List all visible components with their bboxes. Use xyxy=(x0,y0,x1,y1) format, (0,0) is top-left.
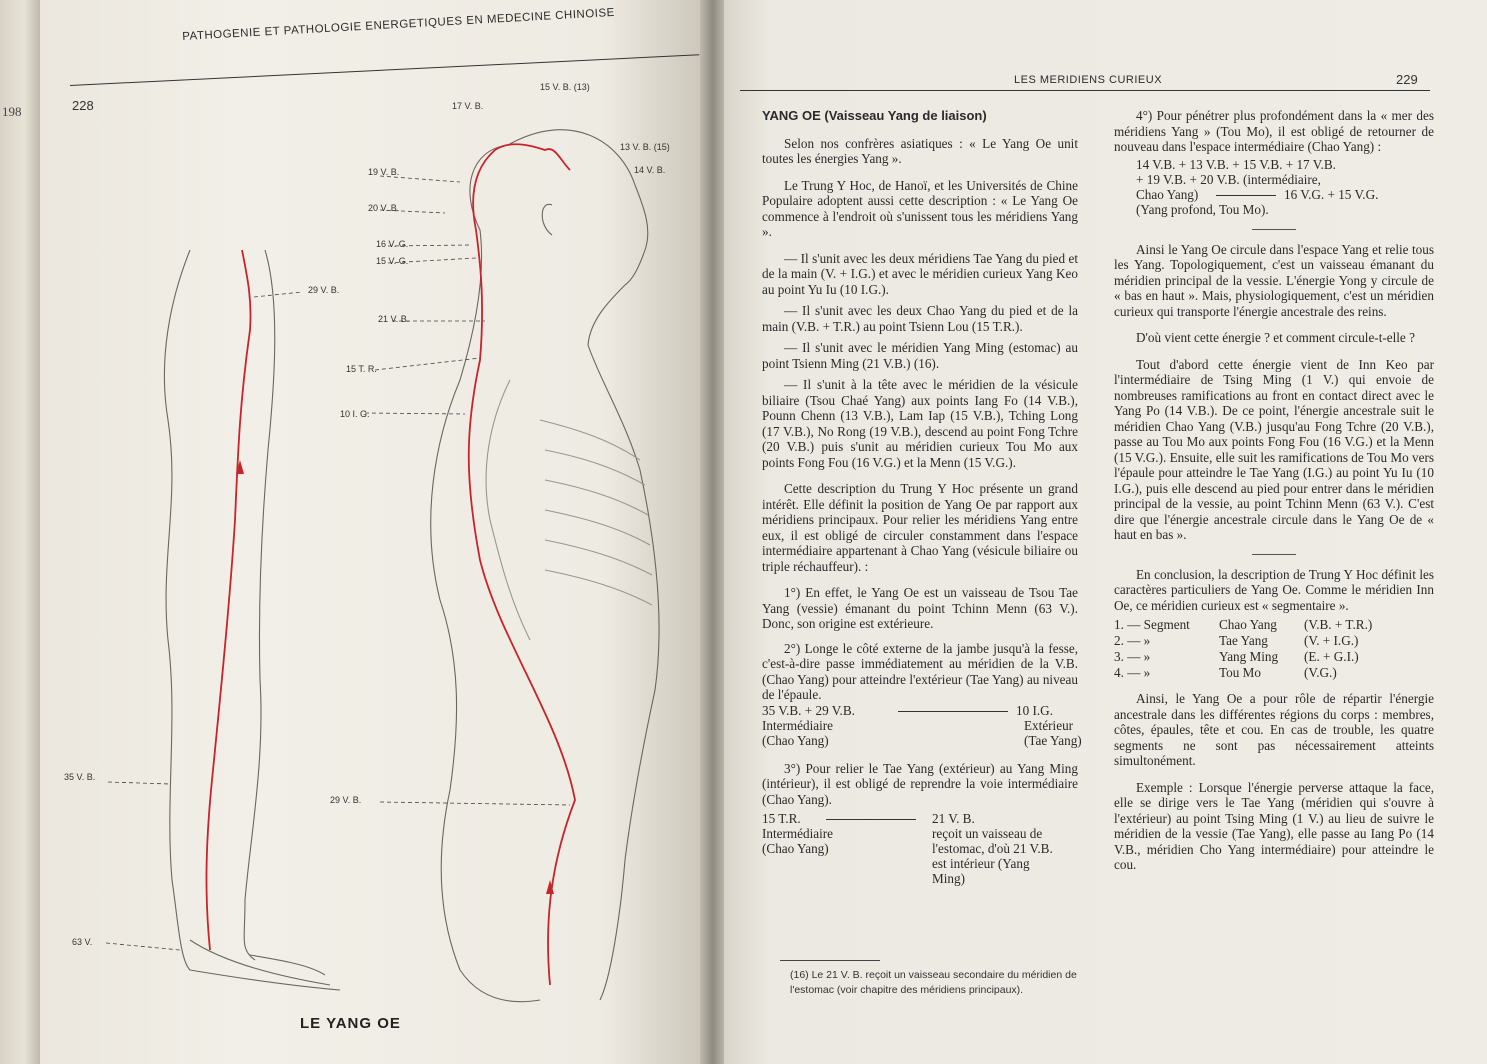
segment-number: 2. — » xyxy=(1114,633,1151,648)
right-page xyxy=(724,0,1487,1064)
paragraph: 3°) Pour relier le Tae Yang (extérieur) au Yang Ming (intérieur), il est obligé de reprendre la voie intermédiaire (Chao Yang). xyxy=(762,760,1078,807)
label-15tr: 15 T. R. xyxy=(346,364,377,374)
flow-text: (Tae Yang) xyxy=(1024,732,1082,748)
flow-text: est intérieur (Yang xyxy=(932,856,1030,871)
label-19vb: 19 V. B. xyxy=(368,167,400,177)
label-35vb: 35 V. B. xyxy=(64,772,96,782)
book-gutter xyxy=(700,0,726,1064)
flow-text: l'estomac, d'où 21 V.B. xyxy=(932,841,1053,856)
segment-row xyxy=(1114,633,1434,649)
paragraph: Cette description du Trung Y Hoc présente un grand intérêt. Elle définit la position de Yang Oe par rapport aux méridiens principaux. Pour relier les méridiens Yang entre eux, il est obligé de circuler constamment dans l'espace intermédiaire appartenant à Chao Yang (vésicule biliaire ou triple réchauffeur). : xyxy=(762,481,1078,574)
figure-title: LE YANG OE xyxy=(300,1015,401,1032)
segment-name: Chao Yang xyxy=(1219,617,1277,632)
left-running-head: PATHOGENIE ET PATHOLOGIE ENERGETIQUES EN MEDECINE CHINOISE xyxy=(182,6,616,43)
segment-name: Tou Mo xyxy=(1219,665,1261,680)
paragraph: — Il s'unit avec les deux Chao Yang du pied et de la main (V.B. + T.R.) au point Tsienn Lou (15 T.R.). xyxy=(762,303,1078,334)
right-page-number: 229 xyxy=(1396,72,1418,87)
label-10ig: 10 I. G. xyxy=(340,409,370,419)
flow-arrow xyxy=(898,711,1008,712)
label-29vb: 29 V. B. xyxy=(330,795,362,805)
label-21vb: 21 V. B. xyxy=(378,314,410,324)
segment-code: (V.G.) xyxy=(1304,665,1337,680)
flow-text: Ming) xyxy=(932,871,965,886)
label-16vg: 16 V. G. xyxy=(376,239,409,249)
segment-row xyxy=(1114,617,1434,633)
flow-text: + 19 V.B. + 20 V.B. (intermédiaire, xyxy=(1136,171,1321,187)
flow-text: (Chao Yang) xyxy=(762,841,829,856)
separator xyxy=(1252,229,1296,230)
segment-number: 4. — » xyxy=(1114,665,1151,680)
paragraph: Ainsi, le Yang Oe a pour rôle de répartir l'énergie ancestrale dans les différentes régions du corps : membres, côtes, épaules, tête et cou. En cas de trouble, les quatre segments ne sont pas nécessairement atteints simultonément. xyxy=(1114,691,1434,768)
left-page xyxy=(40,0,702,1064)
segment-name: Tae Yang xyxy=(1219,633,1268,648)
flow-text: reçoit un vaisseau de xyxy=(932,826,1043,841)
previous-page-number: 198 xyxy=(2,104,22,119)
paragraph: Selon nos confrères asiatiques : « Le Yang Oe unit toutes les énergies Yang ». xyxy=(762,135,1078,166)
paragraph: 4°) Pour pénétrer plus profondément dans la « mer des méridiens Yang » (Tou Mo), il est obligé de retourner de nouveau dans l'espace intermédiaire (Chao Yang) : xyxy=(1114,108,1434,154)
paragraph: — Il s'unit avec le méridien Yang Ming (estomac) au point Tsienn Ming (21 V.B.) (16). xyxy=(762,340,1078,371)
paragraph: D'où vient cette énergie ? et comment circule-t-elle ? xyxy=(1136,330,1415,345)
label-15vb: 15 V. B. (13) xyxy=(540,82,590,92)
flow-text: 35 V.B. + 29 V.B. xyxy=(762,702,855,718)
yang-oe-meridian-torso xyxy=(469,144,575,985)
flow-arrow xyxy=(1216,195,1276,196)
label-14vb: 14 V. B. xyxy=(634,165,666,175)
right-head-rule xyxy=(740,90,1430,91)
segment-code: (V.B. + T.R.) xyxy=(1304,617,1373,632)
segment-number: 1. — Segment xyxy=(1114,617,1190,632)
footnote-rule xyxy=(780,960,880,961)
flow-diagram-3 xyxy=(1136,157,1434,219)
separator xyxy=(1252,554,1296,555)
left-page-number: 228 xyxy=(72,98,94,113)
flow-text: 15 T.R. xyxy=(762,811,801,826)
label-15vg: 15 V. G. xyxy=(376,256,409,266)
section-title: YANG OE (Vaisseau Yang de liaison) xyxy=(762,108,987,123)
label-20vb: 20 V. B. xyxy=(368,203,400,213)
body-outline xyxy=(164,130,659,1002)
segment-name: Yang Ming xyxy=(1219,649,1279,664)
flow-text: 16 V.G. + 15 V.G. xyxy=(1284,186,1379,202)
flow-arrow xyxy=(826,819,916,820)
label-17vb: 17 V. B. xyxy=(452,101,484,111)
label-29vb-top: 29 V. B. xyxy=(308,285,340,295)
flow-text: 10 I.G. xyxy=(1016,702,1053,718)
segment-code: (E. + G.I.) xyxy=(1304,649,1359,664)
paragraph: 2°) Longe le côté externe de la jambe jusqu'à la fesse, c'est-à-dire passe immédiatement au méridien de la V.B. (Chao Yang) pour atteindre l'extérieur (Tae Yang) au niveau de l'épaule. xyxy=(762,640,1078,702)
paragraph: Tout d'abord cette énergie vient de Inn Keo par l'intermédiaire de Tsing Ming (1 V.) qui envoie de nombreuses ramifications au front en contact direct avec le Yang Po (14 V.B.). De ce point, l'énergie ancestrale suit le méridien Chao Yang (V.B.) jusqu'au Fong Tchre (20 V.B.), passe au Tou Mo aux points Fong Fou (16 V.G.) et la Menn (15 V.G.). Ensuite, elle suit les ramifications de Tou Mo vers l'épaule pour atteindre le Tae Yang (I.G.) au point Yu Iu (10 I.G.), puis elle descend au pied pour entrer dans le méridien principal de la vessie, au point Tchinn Menn (63 V.). C'est dire que l'énergie ancestrale circule dans le Yang Oe de « haut en bas ». xyxy=(1114,356,1434,542)
flow-text: Intermédiaire xyxy=(762,826,834,841)
label-63v: 63 V. xyxy=(72,937,93,947)
paragraph: Exemple : Lorsque l'énergie perverse attaque la face, elle se dirige vers le Tae Yang (méridien qui s'ouvre à l'extérieur) au point Tsing Ming (1 V.) au lieu de suivre le méridien de la vessie (Tae Yang), elle passe au Iang Po (14 V.B., méridien Cho Yang intermédiaire) pour atteindre le cou. xyxy=(1114,779,1434,872)
label-13vb: 13 V. B. (15) xyxy=(620,142,670,152)
text-column-2 xyxy=(1114,108,1434,884)
segment-row xyxy=(1114,665,1434,681)
segment-code: (V. + I.G.) xyxy=(1304,633,1359,648)
flow-text: Extérieur xyxy=(1024,717,1074,733)
paragraph: Ainsi le Yang Oe circule dans l'espace Yang et relie tous les Yang. Topologiquement, c'est un vaisseau émanant du méridien principal de la vessie. L'énergie Yong y circule de « bas en haut ». Mais, physiologiquement, c'est un méridien curieux qui transporte l'énergie ancestrale des reins. xyxy=(1114,241,1434,319)
yang-oe-meridian-leg xyxy=(206,250,250,950)
segment-list xyxy=(1114,617,1434,681)
footnote: (16) Le 21 V. B. reçoit un vaisseau secondaire du méridien de l'estomac (voir chapitre des méridiens principaux). xyxy=(790,969,1077,996)
right-running-head: LES MERIDIENS CURIEUX xyxy=(1014,74,1163,86)
flow-text: Chao Yang) xyxy=(1136,186,1199,202)
paragraph: En conclusion, la description de Trung Y Hoc définit les caractères particuliers de Yang Oe. Comme le méridien Inn Oe, ce méridien curieux est « segmentaire ». xyxy=(1114,566,1434,613)
flow-diagram-2 xyxy=(762,811,1078,886)
segment-number: 3. — » xyxy=(1114,649,1151,664)
flow-diagram-1 xyxy=(762,702,1082,751)
paragraph: — Il s'unit à la tête avec le méridien de la vésicule biliaire (Tsou Chaé Yang) aux points Iang Fo (14 V.B.), Pounn Chenn (13 V.B.), Lam Iap (15 V.B.), Tching Long (17 V.B.), No Rong (19 V.B.), descend au point Fong Tchre (20 V.B.) puis s'unit au méridien curieux Tou Mo aux points Fong Fou (16 V.G.) et la Menn (15 V.G.). xyxy=(762,377,1078,470)
flow-text: 21 V. B. xyxy=(932,811,975,826)
flow-text: 14 V.B. + 13 V.B. + 15 V.B. + 17 V.B. xyxy=(1136,156,1336,172)
text-column-1 xyxy=(762,108,1082,887)
flow-text: (Chao Yang) xyxy=(762,732,829,748)
flow-text: (Yang profond, Tou Mo). xyxy=(1136,201,1269,217)
segment-row xyxy=(1114,649,1434,665)
previous-page-edge xyxy=(0,0,40,1064)
flow-text: Intermédiaire xyxy=(762,717,834,733)
paragraph: 1°) En effet, le Yang Oe est un vaisseau de Tsou Tae Yang (vessie) émanant du point Tchinn Menn (63 V.). Donc, son origine est extérieure. xyxy=(762,585,1078,631)
paragraph: Le Trung Y Hoc, de Hanoï, et les Universités de Chine Populaire adoptent aussi cette description : « Le Yang Oe commence à l'endroit où s'unissent tous les méridiens Yang ». xyxy=(762,177,1078,239)
anatomical-figure xyxy=(40,0,702,1064)
paragraph: — Il s'unit avec les deux méridiens Tae Yang du pied et de la main (V. + I.G.) et avec le méridien curieux Yang Keo au point Yu Iu (10 I.G.). xyxy=(762,250,1078,297)
